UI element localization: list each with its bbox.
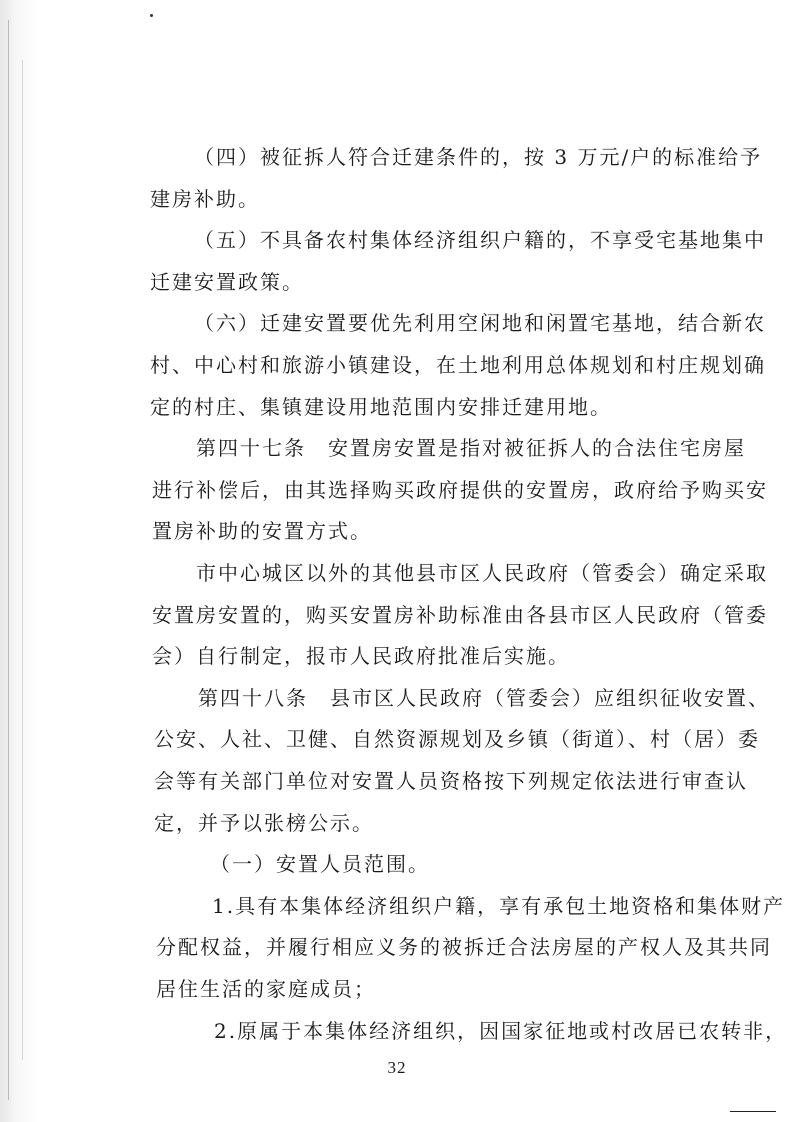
paragraph-line: 置房补助的安置方式。 <box>152 519 372 543</box>
paragraph-line: 会等有关部门单位对安置人员资格按下列规定依法进行审查认 <box>154 769 748 793</box>
paragraph-line: 迁建安置政策。 <box>150 270 304 294</box>
paragraph-line: 1.具有本集体经济组织户籍，享有承包土地资格和集体财产 <box>212 894 786 918</box>
page-number: 32 <box>387 1058 407 1077</box>
paragraph-line: 分配权益，并履行相应义务的被拆迁合法房屋的产权人及其共同 <box>156 935 772 959</box>
paragraph-line: 第四十八条 县市区人民政府（管委会）应组织征收安置、 <box>198 686 770 710</box>
paragraph-line: 会）自行制定，报市人民政府批准后实施。 <box>152 644 570 668</box>
paragraph-line: 公安、人社、卫健、自然资源规划及乡镇（街道）、村（居）委 <box>154 727 760 751</box>
scan-corner-mark <box>730 1111 776 1112</box>
paragraph-line: 居住生活的家庭成员； <box>156 977 376 1001</box>
paragraph-line: 2.原属于本集体经济组织，因国家征地或村改居已农转非， <box>214 1019 788 1043</box>
paragraph-line: （一）安置人员范围。 <box>210 852 430 876</box>
paragraph-line: （六）迁建安置要优先利用空闲地和闲置宅基地，结合新农 <box>194 311 766 335</box>
paragraph-line: 安置房安置的，购买安置房补助标准由各县市区人民政府（管委 <box>152 603 768 627</box>
paragraph-line: 进行补偿后，由其选择购买政府提供的安置房，政府给予购买安 <box>152 478 768 502</box>
paragraph-line: 建房补助。 <box>150 187 260 211</box>
paragraph-line: （五）不具备农村集体经济组织户籍的，不享受宅基地集中 <box>194 228 766 252</box>
paragraph-line: 市中心城区以外的其他县市区人民政府（管委会）确定采取 <box>196 561 768 585</box>
paragraph-line: 村、中心村和旅游小镇建设，在土地利用总体规划和村庄规划确 <box>150 353 766 377</box>
paragraph-line: （四）被征拆人符合迁建条件的，按 3 万元/户的标准给予 <box>194 145 763 169</box>
paragraph-line: 定的村庄、集镇建设用地范围内安排迁建用地。 <box>150 395 612 419</box>
paragraph-line: 第四十七条 安置房安置是指对被征拆人的合法住宅房屋 <box>196 436 746 460</box>
paragraph-line: 定，并予以张榜公示。 <box>154 811 374 835</box>
